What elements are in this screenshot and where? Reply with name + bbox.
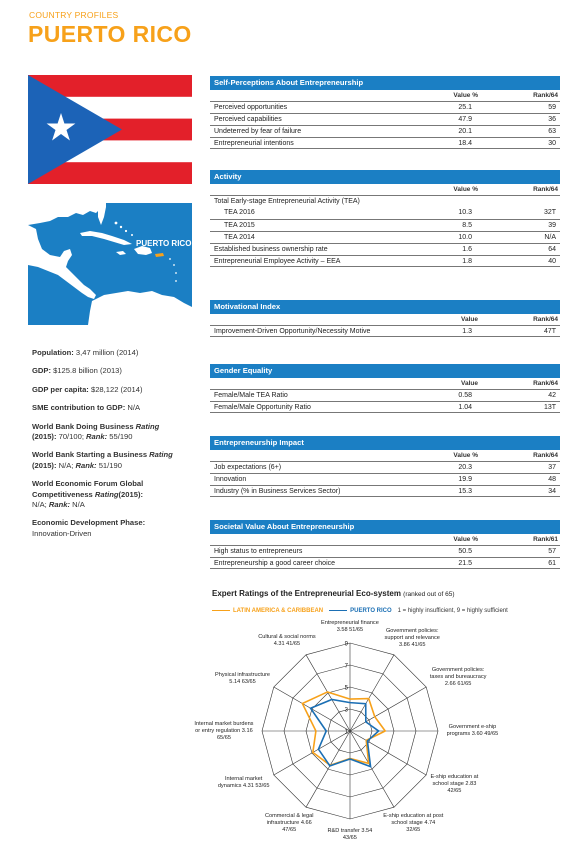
radar-spoke: [350, 687, 426, 731]
radar-axis-label: Entrepreneurial finance 3.58 51/65: [321, 620, 379, 634]
table-group-row: Total Early-stage Entrepreneurial Activity (TEA): [210, 195, 560, 207]
fact-wb-starting-business: World Bank Starting a Business Rating (2015): N/A; Rank: 51/190: [32, 450, 173, 470]
flag-image: [28, 75, 192, 184]
radar-axis-label: Commercial & legal infrastructure 4.66 47/65: [264, 813, 314, 834]
column-headers: Value % Rank/64: [453, 92, 558, 99]
radar-axis-label: R&D transfer 3.54 43/65: [327, 827, 373, 841]
radar-axis-label: Government policies: taxes and bureaucracy 2.66 61/65: [429, 666, 487, 687]
legend-scale-note: 1 = highly insufficient, 9 = highly sufficient: [397, 608, 508, 614]
radar-axis-label: E-ship education at post school stage 4.74 32/65: [383, 813, 444, 834]
radar-axis-label: Cultural & social norms 4.31 41/65: [258, 634, 316, 648]
radar-spoke: [274, 731, 350, 775]
table-row: Undeterred by fear of failure 20.1 63: [210, 125, 560, 137]
radar-axis-label: Internal market burdens or entry regulation 3.16 65/65: [194, 720, 254, 741]
radar-axis-label: Internal market dynamics 4.31 53/65: [217, 775, 270, 789]
column-headers: Value % Rank/64: [453, 452, 558, 459]
panel-motivational-index: [210, 300, 560, 337]
radar-axis-label: Government policies: support and relevance 3.86 41/65: [384, 627, 440, 648]
radar-tick-label: 9: [344, 641, 348, 648]
legend-swatch-pr: [329, 610, 347, 612]
radar-tick-label: 1: [344, 729, 348, 736]
location-map: [28, 203, 192, 325]
fact-population: Population: 3,47 million (2014): [32, 348, 139, 357]
radar-tick-label: 7: [344, 663, 348, 670]
panel-self-perceptions: [210, 76, 560, 149]
column-headers: Value % Rank/64: [453, 186, 558, 193]
panel-entrepreneurship-impact: [210, 436, 560, 497]
panel-title: Activity: [210, 170, 560, 184]
table-row: TEA 2015 8.5 39: [210, 219, 560, 231]
radar-tick-label: 3: [344, 707, 348, 714]
table-row: Entrepreneurship a good career choice 21.5 61: [210, 557, 560, 569]
table-row: Job expectations (6+) 20.3 37: [210, 461, 560, 473]
table-row: Entrepreneurial intentions 18.4 30: [210, 137, 560, 149]
column-headers: Value % Rank/61: [453, 536, 558, 543]
legend-label-pr: PUERTO RICO: [350, 608, 392, 614]
map-label: PUERTO RICO: [136, 239, 192, 248]
table-row: TEA 2016 10.3 32T: [224, 209, 556, 216]
column-headers: Value Rank/64: [461, 380, 558, 387]
table-row: Perceived opportunities 25.1 59: [210, 101, 560, 113]
fact-wb-doing-business: World Bank Doing Business Rating (2015): 70/100; Rank: 55/190: [32, 421, 160, 442]
table-row: Improvement-Driven Opportunity/Necessity Motive 1.3 47T: [210, 325, 560, 337]
radar-axis-label: Government e-ship programs 3.60 49/65: [446, 724, 499, 737]
radar-svg: [200, 618, 570, 836]
panel-title: Motivational Index: [210, 300, 560, 314]
radar-spoke: [350, 731, 394, 807]
fact-sme-contribution: SME contribution to GDP: N/A: [32, 403, 141, 413]
panel-activity: [210, 170, 560, 267]
radar-spoke: [350, 731, 426, 775]
table-row: Perceived capabilities 47.9 36: [210, 113, 560, 125]
panel-societal-value: [210, 520, 560, 569]
radar-axis-label: E-ship education at school stage 2.83 42/65: [430, 774, 479, 795]
page-title: PUERTO RICO: [28, 21, 192, 47]
table-row: Industry (% in Business Services Sector) 15.3 34: [210, 485, 560, 497]
column-headers: Value Rank/64: [461, 316, 558, 323]
legend-label-lac: LATIN AMERICA & CARIBBEAN: [233, 608, 324, 614]
country-facts: [32, 348, 202, 547]
table-row: TEA 2014 10.0 N/A: [210, 231, 560, 243]
radar-legend: [212, 608, 508, 614]
fact-gdp: GDP: $125.8 billion (2013): [32, 366, 122, 376]
table-row: High status to entrepreneurs 50.5 57: [210, 545, 560, 557]
radar-axis-label: Physical infrastructure 5.14 63/65: [215, 672, 271, 686]
table-row: Innovation 19.9 48: [210, 473, 560, 485]
table-row: Female/Male TEA Ratio 0.58 42: [210, 389, 560, 401]
radar-spoke: [306, 731, 350, 807]
panel-title: Societal Value About Entrepreneurship: [210, 520, 560, 534]
radar-title: Expert Ratings of the Entrepreneurial Eco-system (ranked out of 65): [212, 589, 455, 598]
fact-gdp-per-capita: GDP per capita: $28,122 (2014): [32, 384, 143, 394]
panel-gender-equality: [210, 364, 560, 413]
panel-title: Gender Equality: [210, 364, 560, 378]
table-row: Established business ownership rate 1.6 64: [210, 243, 560, 255]
legend-swatch-lac: [212, 610, 230, 612]
fact-wef-competitiveness: World Economic Forum Global Competitiveness Rating(2015): N/A; Rank: N/A: [32, 479, 144, 510]
table-row: Entrepreneurial Employee Activity – EEA 1.8 40: [210, 255, 560, 267]
section-kicker: COUNTRY PROFILES: [29, 10, 119, 20]
radar-tick-label: 5: [344, 685, 348, 692]
panel-title: Entrepreneurship Impact: [210, 436, 560, 450]
fact-development-phase: Economic Development Phase: Innovation-Driven: [32, 518, 146, 538]
radar-spoke: [350, 655, 394, 731]
radar-chart: [194, 618, 570, 841]
table-row: Female/Male Opportunity Ratio 1.04 13T: [210, 401, 560, 413]
panel-title: Self-Perceptions About Entrepreneurship: [210, 76, 560, 90]
